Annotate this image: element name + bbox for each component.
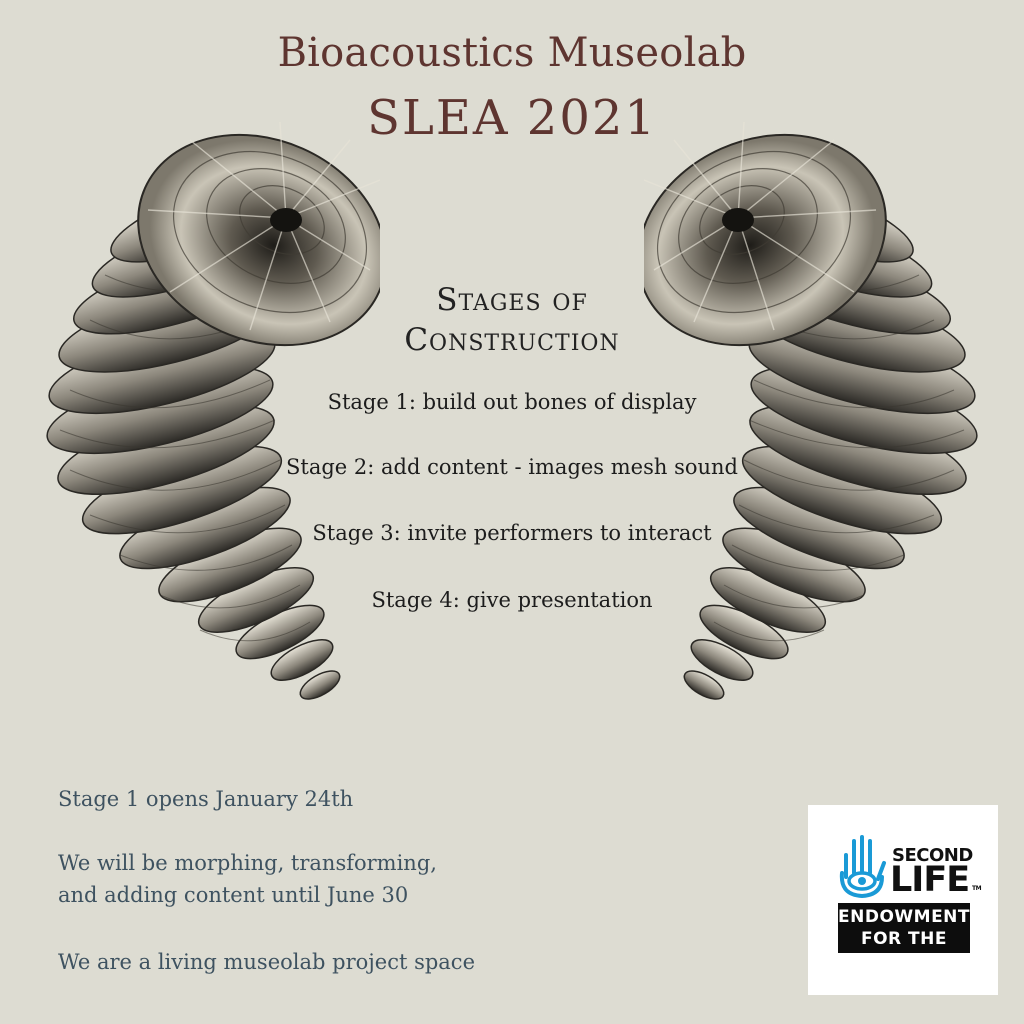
stage-item: Stage 4: give presentation: [371, 588, 653, 612]
stage-item: Stage 2: add content - images mesh sound: [286, 455, 738, 479]
stages-heading-line2: Construction: [404, 322, 620, 358]
living-space-text: We are a living museolab project space: [58, 950, 475, 974]
logo-tm-text: TM: [972, 885, 982, 892]
logo-life-text: LIFE: [890, 860, 970, 900]
page-title: Bioacoustics Museolab: [277, 30, 747, 76]
stage-item: Stage 3: invite performers to interact: [312, 521, 712, 545]
stages-heading-line1: Stages of: [436, 282, 588, 318]
endowment-band: [838, 903, 971, 971]
logo-endowment-text: ENDOWMENT: [838, 907, 971, 927]
opening-date-text: Stage 1 opens January 24th: [58, 787, 354, 811]
stage-item: Stage 1: build out bones of display: [327, 390, 697, 414]
morphing-text-line2: and adding content until June 30: [58, 883, 409, 907]
morphing-text-line1: We will be morphing, transforming,: [58, 851, 437, 875]
logo-arts-text: FOR THE ARTS: [860, 929, 947, 971]
page-subtitle: SLEA 2021: [367, 90, 657, 146]
hand-eye-icon: [836, 833, 888, 899]
second-life-logo: [808, 805, 998, 995]
logo-second-text: SECOND: [892, 845, 973, 866]
stages-heading: [312, 280, 712, 360]
